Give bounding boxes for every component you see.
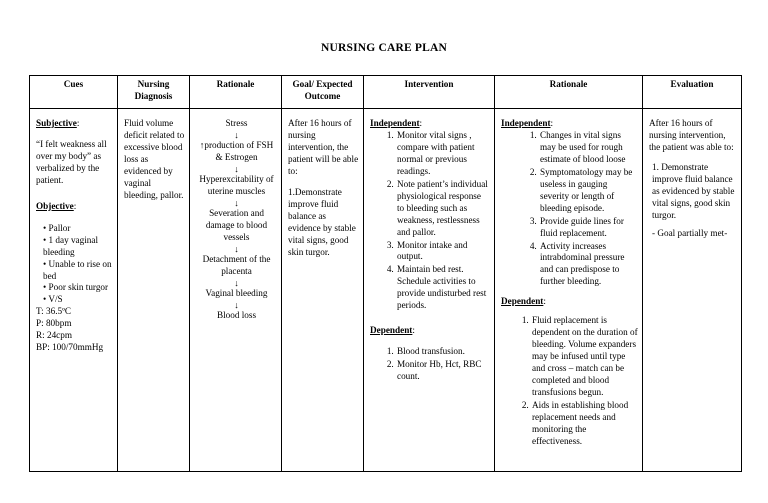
- list-item: 2. Aids in establishing blood replacement needs and monitoring the effectiveness.: [531, 400, 638, 448]
- list-item: 1. Blood transfusion.: [396, 346, 490, 358]
- down-arrow-icon: ↓: [234, 129, 239, 140]
- list-item: • 1 day vaginal bleeding: [43, 235, 113, 259]
- vital-pulse: P: 80bpm: [36, 318, 72, 329]
- vital-bp: BP: 100/70mmHg: [36, 342, 104, 353]
- header-rationale-2: Rationale: [495, 76, 643, 109]
- intervention-cell: Independent: 1. Monitor vital signs , compare with patient normal or previous readings. 2. Note patient’s individual physiological response to bleeding such as weakness, restlessness and pallor. 3. Monitor intake and output. 4. Maintain bed rest. Schedule activities to provide undisturbed rest periods. Dependent: 1. Blood transfusion. 2. Monitor Hb, Hct, RBC count.: [364, 109, 495, 472]
- dependent-label-2: Dependent: [501, 296, 544, 307]
- subjective-label: Subjective: [36, 118, 77, 128]
- list-item: 3. Provide guide lines for fluid replacement.: [539, 216, 638, 240]
- goal-cell: [282, 109, 364, 472]
- list-item: 2. Symptomatology may be useless in gauging severity or length of bleeding episode.: [539, 167, 638, 215]
- document-title: NURSING CARE PLAN: [320, 42, 448, 54]
- down-arrow-icon: ↓: [234, 277, 239, 288]
- dependent-rationales: [501, 315, 638, 447]
- subjective-text: “I felt weakness all over my body” as verbalized by the patient.: [36, 138, 107, 185]
- dependent-interventions: [370, 346, 490, 383]
- independent-rationales: [501, 130, 638, 288]
- flow-step: Stress: [225, 118, 248, 128]
- header-evaluation: Evaluation: [643, 76, 742, 109]
- list-item: 1. Monitor vital signs , compare with patient normal or previous readings.: [396, 130, 490, 178]
- list-item: 4. Activity increases intrabdominal pressure and can predispose to further bleeding.: [539, 241, 638, 289]
- down-arrow-icon: ↓: [234, 243, 239, 254]
- vital-resp: R: 24cpm: [36, 330, 72, 341]
- dependent-label: Dependent: [370, 325, 413, 336]
- list-item: • V/S: [43, 294, 113, 306]
- evaluation-intro: After 16 hours of nursing intervention, the patient was able to:: [649, 118, 734, 152]
- rationale-cell: Independent: 1. Changes in vital signs may be used for rough estimate of blood loose 2. Symptomatology may be useless in gauging severity or length of bleeding episode. 3. Provide guide lines for fluid replacement. 4. Activity increases intrabdominal pressure and can predispose to further bleeding. Dependent: 1. Fluid replacement is dependent on the duration of bleeding. Volume expanders may be infused until type and cross – match can be completed and blood transfusions begun. 2. Aids in establishing blood replacement needs and monitoring the effectiveness.: [495, 109, 643, 472]
- list-item: 1. Fluid replacement is dependent on the duration of bleeding. Volume expanders may be infused until type and cross – match can be completed and blood transfusions begun.: [531, 315, 638, 399]
- independent-label: Independent: [370, 118, 420, 128]
- flow-step: Detachment of the placenta: [202, 254, 271, 277]
- flow-step: Vaginal bleeding: [205, 288, 268, 299]
- diagnosis-text: Fluid volume deficit related to excessive blood loss as evidenced by vaginal bleeding, pallor.: [124, 118, 185, 200]
- list-item: • Unable to rise on bed: [43, 259, 113, 283]
- flow-step: Severation and damage to blood vessels: [205, 208, 268, 242]
- header-goal: Goal/ Expected Outcome: [282, 76, 364, 109]
- list-item: 2. Monitor Hb, Hct, RBC count.: [396, 359, 490, 383]
- objective-label: Objective: [36, 200, 74, 211]
- independent-label-2: Independent: [501, 118, 551, 128]
- flow-step: Blood loss: [216, 310, 257, 321]
- down-arrow-icon: ↓: [234, 163, 239, 174]
- objective-list: [36, 223, 113, 307]
- list-item: 4. Maintain bed rest. Schedule activities to provide undisturbed rest periods.: [396, 264, 490, 312]
- header-row: [30, 76, 742, 109]
- cues-cell: Subjective: “I felt weakness all over my body” as verbalized by the patient. Objective: • Pallor • 1 day vaginal bleeding • Unable to rise on bed • Poor skin turgor • V/S T: 36.5ºC P: 80bpm R: 24cpm BP: 100/70mmHg: [30, 109, 118, 472]
- goal-item: 1.Demonstrate improve fluid balance as evidence by stable vital signs, good skin turgor.: [288, 186, 356, 257]
- care-plan-table: [29, 75, 742, 472]
- header-cues: Cues: [30, 76, 118, 109]
- list-item: 1. Changes in vital signs may be used for rough estimate of blood loose: [539, 130, 638, 166]
- content-row: [30, 109, 742, 472]
- list-item: • Pallor: [43, 223, 113, 235]
- list-item: 2. Note patient’s individual physiological response to bleeding such as weakness, restlessness and pallor.: [396, 179, 490, 239]
- header-rationale: Rationale: [190, 76, 282, 109]
- list-item: 3. Monitor intake and output.: [396, 240, 490, 264]
- independent-interventions: [370, 130, 490, 312]
- evaluation-result: - Goal partially met-: [652, 227, 728, 238]
- header-intervention: Intervention: [364, 76, 495, 109]
- down-arrow-icon: ↓: [234, 197, 239, 208]
- flow-step: ↑production of FSH & Estrogen: [199, 140, 274, 163]
- vital-temp: T: 36.5ºC: [36, 306, 72, 317]
- diagnosis-cell: [118, 109, 190, 472]
- flow-step: Hyperexcitability of uterine muscles: [199, 174, 274, 197]
- down-arrow-icon: ↓: [234, 300, 239, 311]
- rationale-flow-cell: [190, 109, 282, 472]
- goal-intro: After 16 hours of nursing intervention, the patient will be able to:: [288, 118, 359, 176]
- evaluation-item: 1. Demonstrate improve fluid balance as evidenced by stable vital signs, good skin turgor.: [652, 161, 735, 220]
- header-nursing-diagnosis: Nursing Diagnosis: [118, 76, 190, 109]
- list-item: • Poor skin turgor: [43, 282, 113, 294]
- evaluation-cell: [643, 109, 742, 472]
